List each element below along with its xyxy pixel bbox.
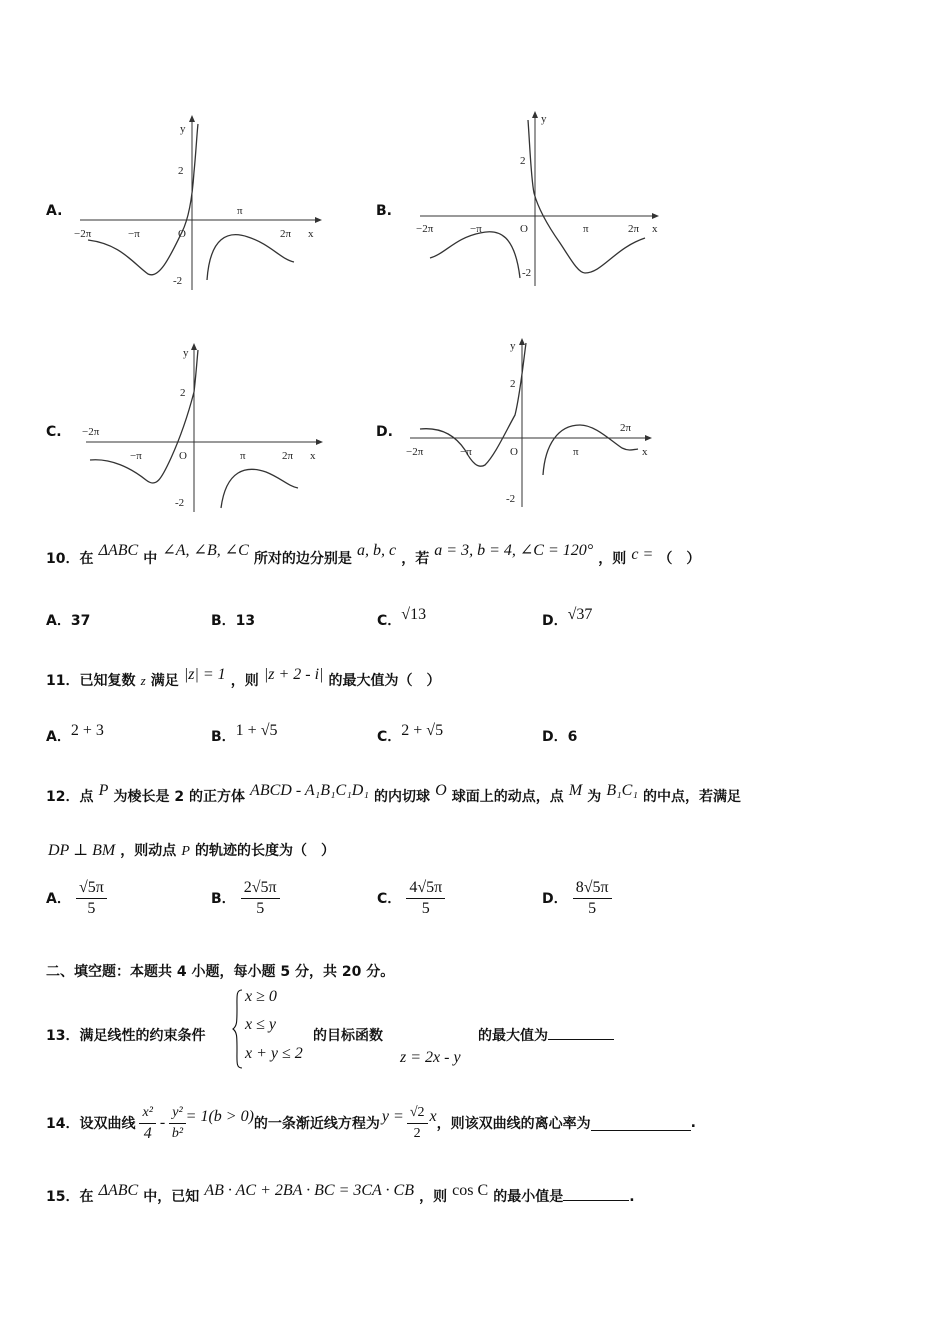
q13-objective: z = 2x - y xyxy=(400,1049,461,1066)
q11-option-d: D．6 xyxy=(542,729,578,745)
q13-constraint-3: x + y ≤ 2 xyxy=(245,1045,303,1062)
q13-constraint-1: x ≥ 0 xyxy=(245,988,277,1005)
graph-d-negpi: −π xyxy=(460,446,472,458)
graph-b-origin: O xyxy=(520,223,528,235)
option-b-label: B. xyxy=(376,203,392,219)
graph-d-origin: O xyxy=(510,446,518,458)
graph-a-x: x xyxy=(308,228,314,240)
graph-d-pi: π xyxy=(573,446,579,458)
q12-option-b: B． $\frac{2√5\pi}{5}$ xyxy=(211,878,280,919)
graph-d-two: 2 xyxy=(510,378,516,390)
graph-c-neg-two: -2 xyxy=(175,497,185,509)
graph-b-x: x xyxy=(652,223,658,235)
question-14: 14．设双曲线 $\frac{\text{x²}}{4}$ - $\frac{\text{y²}}{\text{b²}}$ = 1(b > 0) 的一条渐近线方程为 y = $\frac{√2}{2}$ x ，则该双曲线的离心率为 . xyxy=(46,1104,696,1142)
graph-a-y: y xyxy=(180,123,186,135)
option-c-label: C. xyxy=(46,424,62,440)
graph-b-2pi: 2π xyxy=(628,223,640,235)
graph-b-negpi: −π xyxy=(470,223,482,235)
graph-c-x: x xyxy=(310,450,316,462)
q10-option-d: D．√37 xyxy=(542,606,593,629)
graph-b-neg-two: -2 xyxy=(522,267,532,279)
graph-c xyxy=(76,340,336,520)
question-13-number: 13．满足线性的约束条件 xyxy=(46,1028,206,1044)
graph-a-origin: O xyxy=(178,228,186,240)
graph-b-two: 2 xyxy=(520,155,526,167)
graph-d xyxy=(400,335,660,515)
q11-option-c: C．2 + √5 xyxy=(377,722,444,745)
graph-b-y: y xyxy=(541,113,547,125)
graph-a xyxy=(70,112,330,297)
question-11: 11．已知复数 z 满足 |z| = 1 ，则 |z + 2 - i| 的最大值为（ ） xyxy=(46,666,441,689)
q12-option-c: C． $\frac{4√5\pi}{5}$ xyxy=(377,878,445,919)
q11-options xyxy=(46,722,746,756)
option-a-label: A. xyxy=(46,203,63,219)
graph-d-x: x xyxy=(642,446,648,458)
q12-options xyxy=(46,878,746,930)
question-10: 10．在 ΔABC 中 ∠A, ∠B, ∠C 所对的边分别是 a, b, c ，若 a = 3, b = 4, ∠C = 120° ，则 c = （ ） xyxy=(46,542,701,567)
graph-a-pi: π xyxy=(237,205,243,217)
q13-brace xyxy=(232,988,244,1070)
graph-d-neg-two: -2 xyxy=(506,493,516,505)
graph-c-two: 2 xyxy=(180,387,186,399)
graph-c-2pi: 2π xyxy=(282,450,294,462)
graph-d-neg2pi: −2π xyxy=(406,446,424,458)
graph-c-origin: O xyxy=(179,450,187,462)
graph-c-y: y xyxy=(183,347,189,359)
graph-b-pi: π xyxy=(583,223,589,235)
question-15: 15．在 ΔABC 中，已知 AB · AC + 2BA · BC = 3CA · CB ，则 cos C 的最小值是 . xyxy=(46,1182,635,1205)
graph-c-neg2pi: −2π xyxy=(82,426,100,438)
graph-d-2pi: 2π xyxy=(620,422,632,434)
q10-option-b: B．13 xyxy=(211,613,256,629)
option-d-label: D. xyxy=(376,424,393,440)
q11-option-b: B．1 + √5 xyxy=(211,722,278,745)
graph-b xyxy=(410,108,670,293)
graph-a-neg2pi: −2π xyxy=(74,228,92,240)
q15-blank[interactable] xyxy=(563,1186,629,1201)
graph-a-2pi: 2π xyxy=(280,228,292,240)
graph-b-neg2pi: −2π xyxy=(416,223,434,235)
q11-option-a: A．2 + 3 xyxy=(46,722,104,745)
graph-a-neg-two: -2 xyxy=(173,275,183,287)
graph-d-y: y xyxy=(510,340,516,352)
question-12: 12．点 P 为棱长是 2 的正方体 ABCD - A₁B₁C₁D₁ 的内切球 O 球面上的动点，点 M 为 B₁C₁ 的中点，若满足 xyxy=(46,782,742,805)
q10-options xyxy=(46,606,746,640)
q10-option-c: C．√13 xyxy=(377,606,427,629)
q12-option-a: A． $\frac{√5\pi}{5}$ xyxy=(46,878,107,919)
section-2-heading: 二、填空题：本题共 4 小题，每小题 5 分，共 20 分。 xyxy=(46,964,395,980)
question-12-line2: DP ⊥ BM ，则动点 P 的轨迹的长度为（ ） xyxy=(48,842,336,859)
graph-a-two: 2 xyxy=(178,165,184,177)
q13-blank[interactable] xyxy=(548,1025,614,1040)
graph-c-negpi: −π xyxy=(130,450,142,462)
q14-blank[interactable] xyxy=(591,1116,691,1131)
q13-answer: 的最大值为 xyxy=(478,1025,614,1045)
q13-constraint-2: x ≤ y xyxy=(245,1016,276,1033)
q13-text-1: 的目标函数 xyxy=(313,1028,383,1044)
graph-a-negpi: −π xyxy=(128,228,140,240)
q10-option-a: A．37 xyxy=(46,613,91,629)
graph-c-pi: π xyxy=(240,450,246,462)
q12-option-d: D． $\frac{8√5\pi}{5}$ xyxy=(542,878,612,919)
